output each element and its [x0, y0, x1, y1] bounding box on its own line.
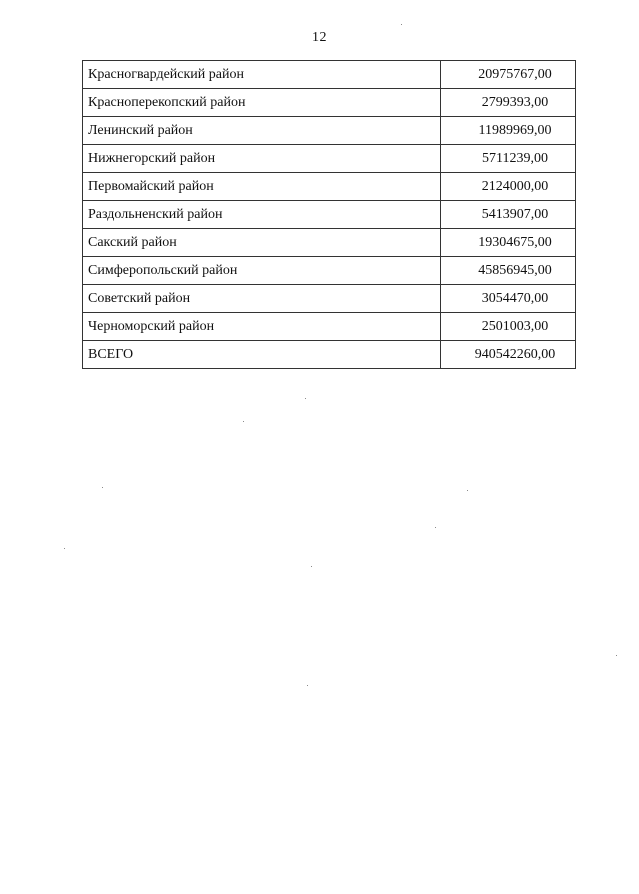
- table-row: [83, 61, 576, 89]
- amount-cell: 2501003,00: [441, 313, 576, 341]
- scan-speck: [64, 548, 65, 549]
- scan-speck: [311, 566, 312, 567]
- district-name-cell: Симферопольский район: [83, 257, 441, 285]
- table-row: [83, 257, 576, 285]
- district-name-cell: Сакский район: [83, 229, 441, 257]
- scan-speck: [616, 655, 617, 656]
- amount-cell: 11989969,00: [441, 117, 576, 145]
- total-row: [83, 341, 576, 369]
- scan-speck: [305, 398, 306, 399]
- amount-cell: 20975767,00: [441, 61, 576, 89]
- total-label-cell: ВСЕГО: [83, 341, 441, 369]
- scan-speck: [102, 487, 103, 488]
- district-name-cell: Красногвардейский район: [83, 61, 441, 89]
- table-row: [83, 313, 576, 341]
- table-row: [83, 201, 576, 229]
- scan-speck: [243, 421, 244, 422]
- amount-cell: 2799393,00: [441, 89, 576, 117]
- amount-cell: 5413907,00: [441, 201, 576, 229]
- table-row: [83, 173, 576, 201]
- district-name-cell: Первомайский район: [83, 173, 441, 201]
- scan-speck: [467, 490, 468, 491]
- amount-cell: 2124000,00: [441, 173, 576, 201]
- table-row: [83, 89, 576, 117]
- district-name-cell: Красноперекопский район: [83, 89, 441, 117]
- scan-speck: [401, 24, 402, 25]
- table-row: [83, 285, 576, 313]
- table-body: [83, 61, 576, 369]
- amount-cell: 3054470,00: [441, 285, 576, 313]
- scan-speck: [435, 527, 436, 528]
- scan-speck: [307, 685, 308, 686]
- budget-table-container: [82, 60, 576, 369]
- district-name-cell: Черноморский район: [83, 313, 441, 341]
- page-number: 12: [312, 30, 327, 45]
- district-name-cell: Ленинский район: [83, 117, 441, 145]
- budget-allocation-table: [82, 60, 576, 369]
- table-row: [83, 117, 576, 145]
- district-name-cell: Раздольненский район: [83, 201, 441, 229]
- amount-cell: 45856945,00: [441, 257, 576, 285]
- district-name-cell: Нижнегорский район: [83, 145, 441, 173]
- district-name-cell: Советский район: [83, 285, 441, 313]
- table-row: [83, 145, 576, 173]
- amount-cell: 5711239,00: [441, 145, 576, 173]
- amount-cell: 19304675,00: [441, 229, 576, 257]
- table-row: [83, 229, 576, 257]
- total-amount-cell: 940542260,00: [441, 341, 576, 369]
